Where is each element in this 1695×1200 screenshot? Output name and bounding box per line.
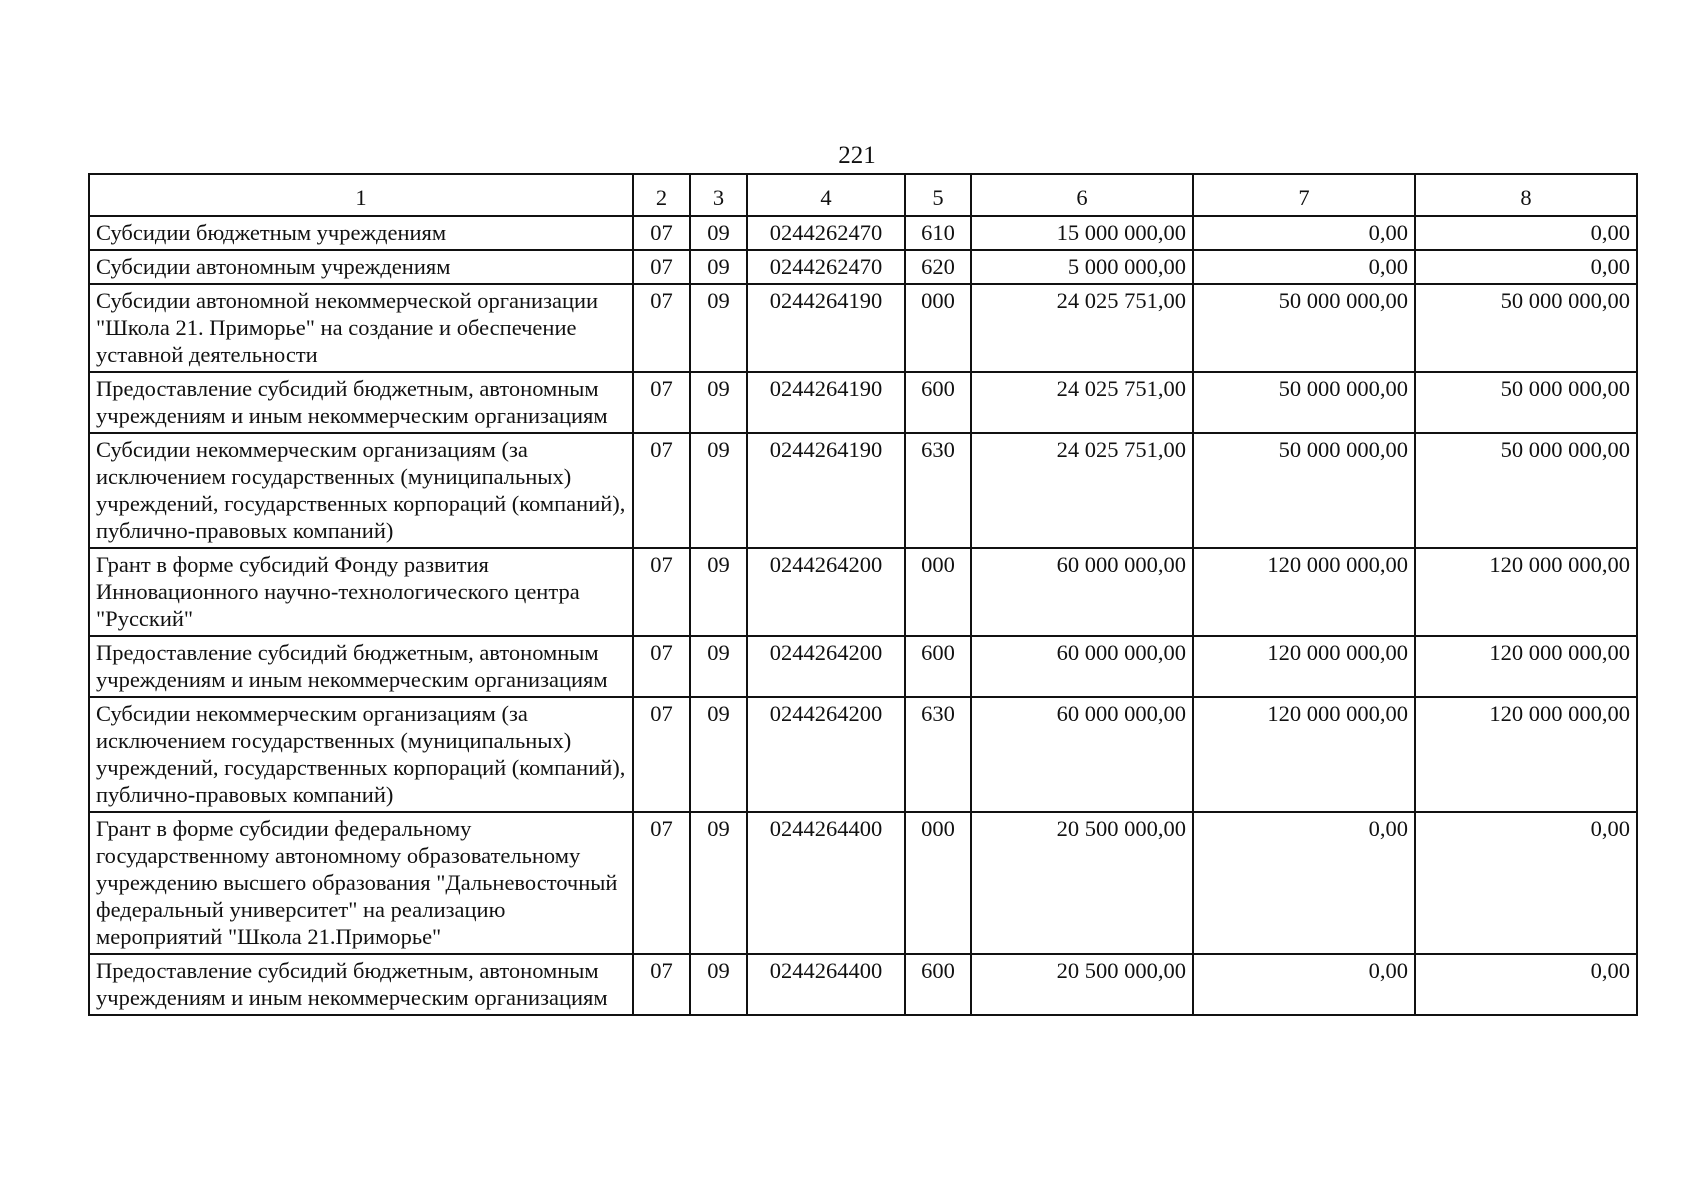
table-row bbox=[89, 372, 1637, 433]
amount-col7-cell: 50 000 000,00 bbox=[1193, 433, 1415, 548]
amount-col7-cell: 120 000 000,00 bbox=[1193, 548, 1415, 636]
amount-col8-cell: 120 000 000,00 bbox=[1415, 548, 1637, 636]
amount-col7-cell: 0,00 bbox=[1193, 250, 1415, 284]
row-name-cell: Предоставление субсидий бюджетным, автономным учреждениям и иным некоммерческим организациям bbox=[89, 954, 633, 1015]
amount-col8-cell: 50 000 000,00 bbox=[1415, 372, 1637, 433]
table-row bbox=[89, 548, 1637, 636]
header-cell: 6 bbox=[971, 174, 1193, 216]
expense-type-cell: 600 bbox=[905, 636, 971, 697]
subsection-cell: 09 bbox=[690, 216, 747, 250]
amount-col7-cell: 0,00 bbox=[1193, 216, 1415, 250]
amount-col6-cell: 15 000 000,00 bbox=[971, 216, 1193, 250]
subsection-cell: 09 bbox=[690, 954, 747, 1015]
table-row bbox=[89, 250, 1637, 284]
row-name-cell: Субсидии автономным учреждениям bbox=[89, 250, 633, 284]
expense-type-cell: 630 bbox=[905, 697, 971, 812]
table-row bbox=[89, 216, 1637, 250]
subsection-cell: 09 bbox=[690, 548, 747, 636]
row-name-cell: Предоставление субсидий бюджетным, автономным учреждениям и иным некоммерческим организациям bbox=[89, 636, 633, 697]
amount-col8-cell: 0,00 bbox=[1415, 216, 1637, 250]
section-cell: 07 bbox=[633, 548, 690, 636]
subsection-cell: 09 bbox=[690, 372, 747, 433]
expense-type-cell: 600 bbox=[905, 954, 971, 1015]
header-cell: 2 bbox=[633, 174, 690, 216]
target-article-cell: 0244262470 bbox=[747, 216, 905, 250]
section-cell: 07 bbox=[633, 250, 690, 284]
amount-col6-cell: 20 500 000,00 bbox=[971, 954, 1193, 1015]
amount-col7-cell: 50 000 000,00 bbox=[1193, 284, 1415, 372]
row-name-cell: Субсидии некоммерческим организациям (за исключением государственных (муниципальных) учреждений, государственных корпораций (компаний), публично-правовых компаний) bbox=[89, 433, 633, 548]
target-article-cell: 0244264200 bbox=[747, 548, 905, 636]
table-row bbox=[89, 636, 1637, 697]
amount-col6-cell: 60 000 000,00 bbox=[971, 636, 1193, 697]
amount-col6-cell: 60 000 000,00 bbox=[971, 697, 1193, 812]
section-cell: 07 bbox=[633, 954, 690, 1015]
expense-type-cell: 000 bbox=[905, 284, 971, 372]
row-name-cell: Предоставление субсидий бюджетным, автономным учреждениям и иным некоммерческим организациям bbox=[89, 372, 633, 433]
row-name-cell: Субсидии некоммерческим организациям (за исключением государственных (муниципальных) учреждений, государственных корпораций (компаний), публично-правовых компаний) bbox=[89, 697, 633, 812]
header-cell: 4 bbox=[747, 174, 905, 216]
amount-col7-cell: 120 000 000,00 bbox=[1193, 697, 1415, 812]
amount-col7-cell: 50 000 000,00 bbox=[1193, 372, 1415, 433]
header-cell: 7 bbox=[1193, 174, 1415, 216]
subsection-cell: 09 bbox=[690, 697, 747, 812]
amount-col7-cell: 0,00 bbox=[1193, 812, 1415, 954]
expense-type-cell: 000 bbox=[905, 548, 971, 636]
target-article-cell: 0244264400 bbox=[747, 812, 905, 954]
page-number: 221 bbox=[838, 142, 876, 169]
subsection-cell: 09 bbox=[690, 636, 747, 697]
section-cell: 07 bbox=[633, 812, 690, 954]
amount-col6-cell: 24 025 751,00 bbox=[971, 372, 1193, 433]
target-article-cell: 0244264190 bbox=[747, 372, 905, 433]
target-article-cell: 0244264400 bbox=[747, 954, 905, 1015]
expense-type-cell: 620 bbox=[905, 250, 971, 284]
subsection-cell: 09 bbox=[690, 250, 747, 284]
header-cell: 3 bbox=[690, 174, 747, 216]
expense-type-cell: 610 bbox=[905, 216, 971, 250]
section-cell: 07 bbox=[633, 697, 690, 812]
subsection-cell: 09 bbox=[690, 284, 747, 372]
target-article-cell: 0244262470 bbox=[747, 250, 905, 284]
table-row bbox=[89, 433, 1637, 548]
table-row bbox=[89, 284, 1637, 372]
target-article-cell: 0244264190 bbox=[747, 433, 905, 548]
table-row bbox=[89, 812, 1637, 954]
table-row bbox=[89, 697, 1637, 812]
amount-col6-cell: 60 000 000,00 bbox=[971, 548, 1193, 636]
row-name-cell: Субсидии автономной некоммерческой организации "Школа 21. Приморье" на создание и обеспечение уставной деятельности bbox=[89, 284, 633, 372]
header-cell: 5 bbox=[905, 174, 971, 216]
section-cell: 07 bbox=[633, 372, 690, 433]
target-article-cell: 0244264200 bbox=[747, 636, 905, 697]
amount-col8-cell: 0,00 bbox=[1415, 812, 1637, 954]
row-name-cell: Субсидии бюджетным учреждениям bbox=[89, 216, 633, 250]
target-article-cell: 0244264200 bbox=[747, 697, 905, 812]
amount-col8-cell: 0,00 bbox=[1415, 250, 1637, 284]
table-row bbox=[89, 954, 1637, 1015]
amount-col6-cell: 5 000 000,00 bbox=[971, 250, 1193, 284]
row-name-cell: Грант в форме субсидий Фонду развития Инновационного научно-технологического центра "Русский" bbox=[89, 548, 633, 636]
amount-col8-cell: 50 000 000,00 bbox=[1415, 433, 1637, 548]
expense-type-cell: 630 bbox=[905, 433, 971, 548]
header-row bbox=[89, 174, 1637, 216]
budget-table bbox=[88, 173, 1638, 1016]
amount-col6-cell: 20 500 000,00 bbox=[971, 812, 1193, 954]
amount-col7-cell: 120 000 000,00 bbox=[1193, 636, 1415, 697]
amount-col8-cell: 120 000 000,00 bbox=[1415, 697, 1637, 812]
expense-type-cell: 000 bbox=[905, 812, 971, 954]
target-article-cell: 0244264190 bbox=[747, 284, 905, 372]
subsection-cell: 09 bbox=[690, 433, 747, 548]
section-cell: 07 bbox=[633, 636, 690, 697]
section-cell: 07 bbox=[633, 284, 690, 372]
amount-col6-cell: 24 025 751,00 bbox=[971, 433, 1193, 548]
subsection-cell: 09 bbox=[690, 812, 747, 954]
amount-col6-cell: 24 025 751,00 bbox=[971, 284, 1193, 372]
section-cell: 07 bbox=[633, 433, 690, 548]
amount-col7-cell: 0,00 bbox=[1193, 954, 1415, 1015]
amount-col8-cell: 0,00 bbox=[1415, 954, 1637, 1015]
expense-type-cell: 600 bbox=[905, 372, 971, 433]
amount-col8-cell: 50 000 000,00 bbox=[1415, 284, 1637, 372]
section-cell: 07 bbox=[633, 216, 690, 250]
amount-col8-cell: 120 000 000,00 bbox=[1415, 636, 1637, 697]
header-cell: 1 bbox=[89, 174, 633, 216]
header-cell: 8 bbox=[1415, 174, 1637, 216]
row-name-cell: Грант в форме субсидии федеральному государственному автономному образовательному учреждению высшего образования "Дальневосточный федеральный университет" на реализацию мероприятий "Школа 21.Приморье" bbox=[89, 812, 633, 954]
